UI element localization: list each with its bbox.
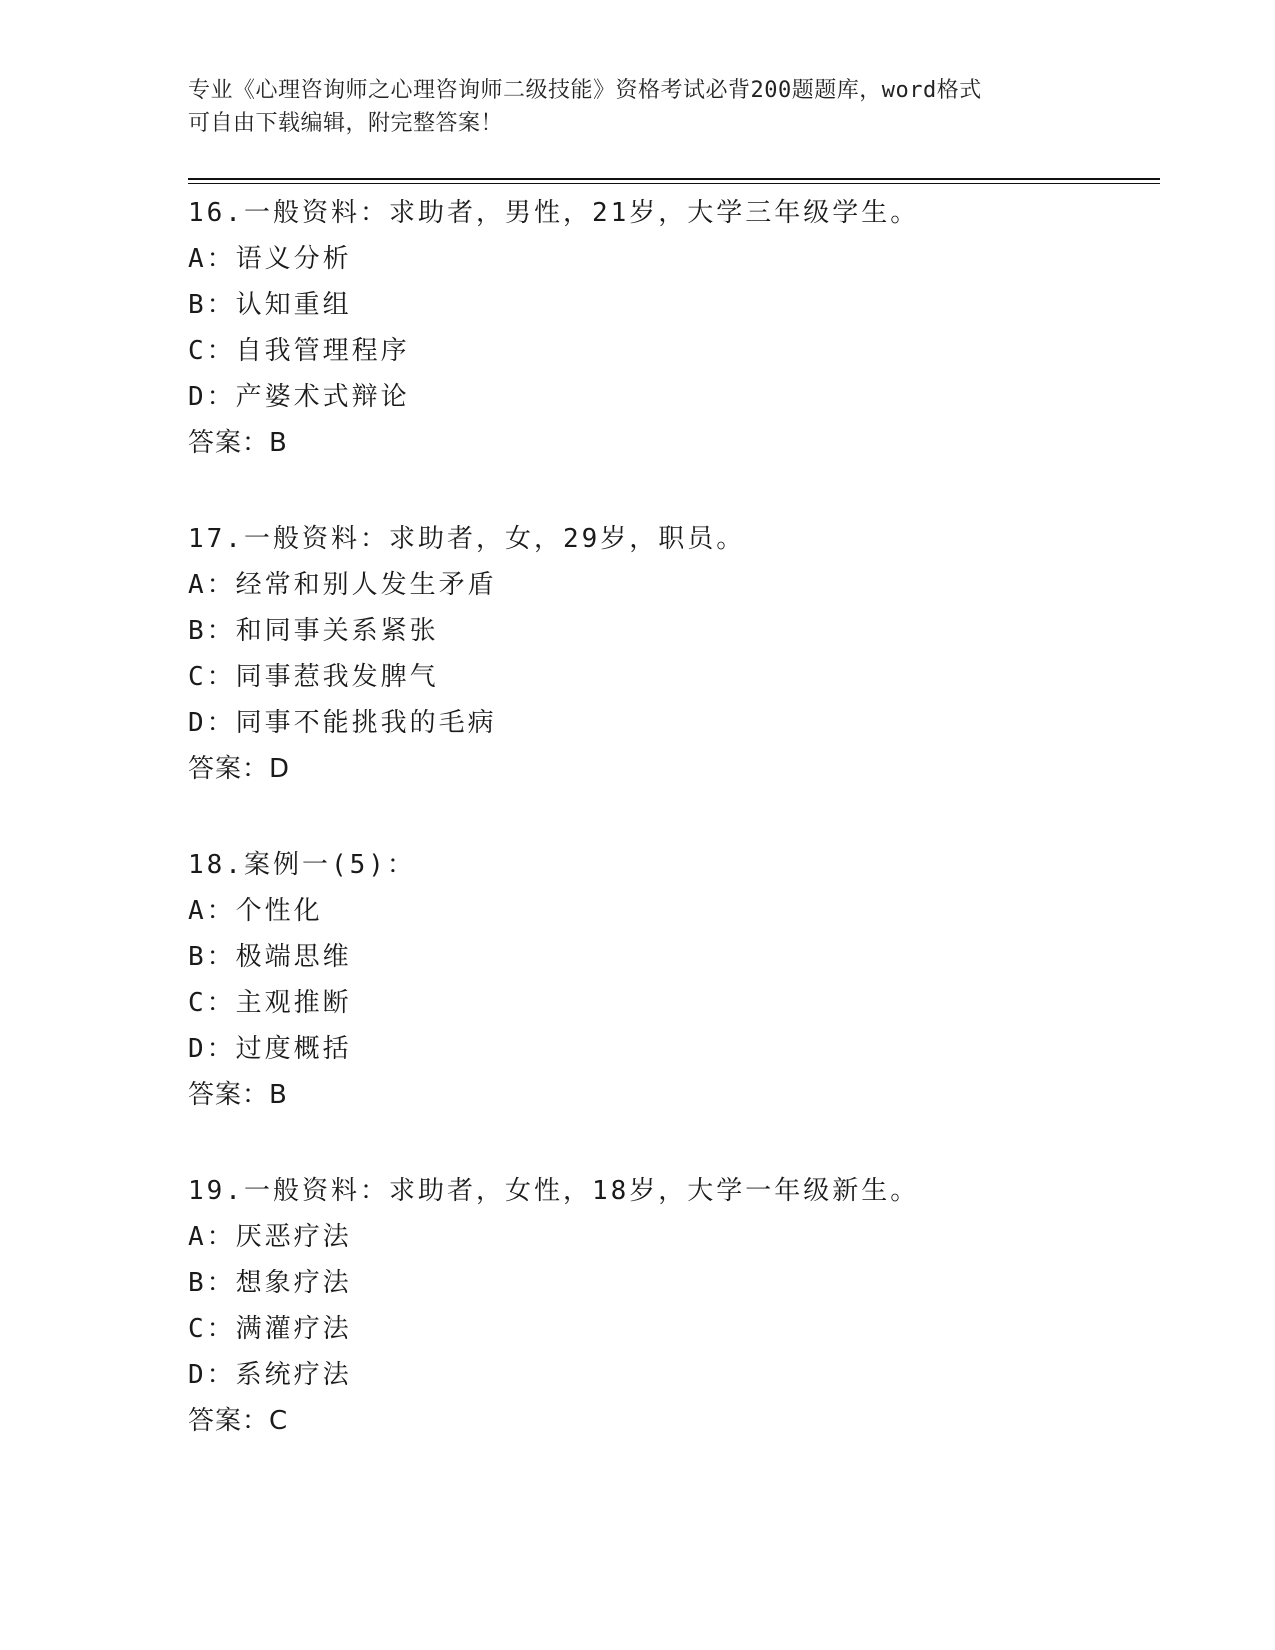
option-c: C：满灌疗法 (188, 1314, 352, 1344)
option-c: C：主观推断 (188, 988, 352, 1018)
answer-key: 答案：B (188, 428, 288, 458)
answer-key: 答案：B (188, 1080, 288, 1110)
question-18 (188, 842, 1160, 1118)
option-b: B：认知重组 (188, 290, 352, 320)
answer-key: 答案：D (188, 754, 291, 784)
option-d: D：产婆术式辩论 (188, 382, 410, 412)
option-b: B：极端思维 (188, 942, 352, 972)
option-a: A：经常和别人发生矛盾 (188, 570, 497, 600)
header-line-1: 专业《心理咨询师之心理咨询师二级技能》资格考试必背200题题库，word格式 (188, 78, 982, 103)
question-19 (188, 1168, 1160, 1444)
option-a: A：厌恶疗法 (188, 1222, 352, 1252)
option-c: C：同事惹我发脾气 (188, 662, 439, 692)
header-divider-thin (188, 183, 1160, 184)
option-a: A：语义分析 (188, 244, 352, 274)
option-a: A：个性化 (188, 896, 323, 926)
question-stem: 19.一般资料：求助者，女性，18岁，大学一年级新生。 (188, 1176, 920, 1206)
option-d: D：过度概括 (188, 1034, 352, 1064)
document-header (188, 74, 1088, 140)
question-stem: 16.一般资料：求助者，男性，21岁，大学三年级学生。 (188, 198, 920, 228)
option-c: C：自我管理程序 (188, 336, 410, 366)
option-d: D：系统疗法 (188, 1360, 352, 1390)
option-d: D：同事不能挑我的毛病 (188, 708, 497, 738)
header-divider-thick (188, 178, 1160, 180)
question-stem: 18.案例一(5)： (188, 850, 416, 880)
question-stem: 17.一般资料：求助者，女，29岁，职员。 (188, 524, 746, 554)
header-line-2: 可自由下载编辑，附完整答案！ (188, 111, 504, 136)
question-17 (188, 516, 1160, 792)
option-b: B：想象疗法 (188, 1268, 352, 1298)
option-b: B：和同事关系紧张 (188, 616, 439, 646)
answer-key: 答案：C (188, 1406, 289, 1436)
question-16 (188, 190, 1160, 466)
